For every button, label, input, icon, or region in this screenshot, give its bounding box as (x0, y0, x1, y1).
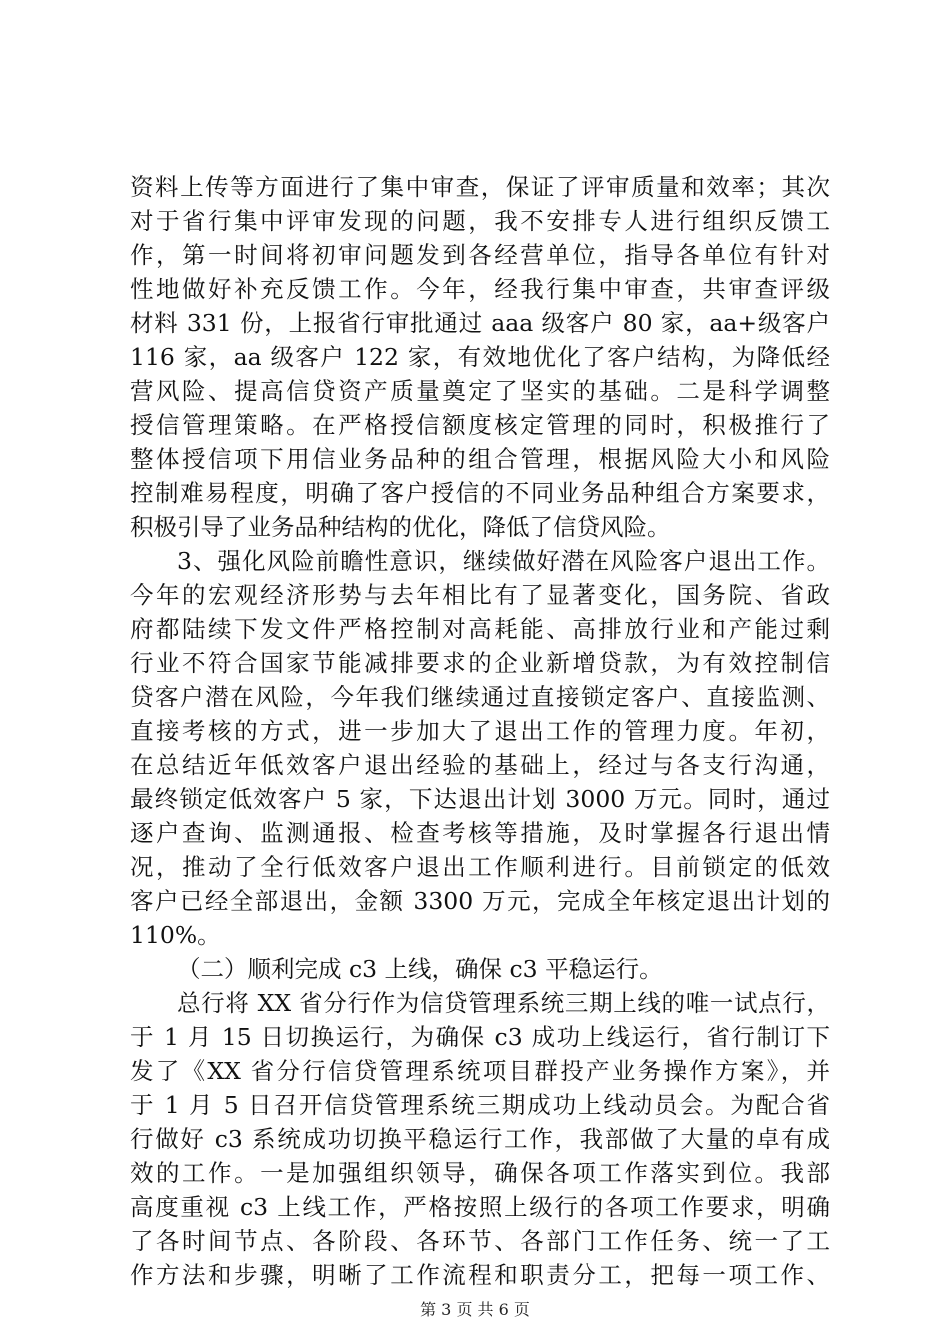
body-line: 积极引导了业务品种结构的优化，降低了信贷风险。 (130, 513, 671, 541)
body-line: 作方法和步骤，明晰了工作流程和职责分工，把每一项工作、 (130, 1261, 830, 1289)
body-line: 在总结近年低效客户退出经验的基础上，经过与各支行沟通， (130, 751, 830, 779)
body-line: 贷客户潜在风险，今年我们继续通过直接锁定客户、直接监测、 (130, 683, 830, 711)
body-line: 最终锁定低效客户 5 家，下达退出计划 3000 万元。同时，通过 (130, 785, 830, 813)
body-line: 材料 331 份，上报省行审批通过 aaa 级客户 80 家，aa+级客户 (130, 309, 830, 337)
body-line: 对于省行集中评审发现的问题，我不安排专人进行组织反馈工 (130, 207, 830, 235)
body-line: 性地做好补充反馈工作。今年，经我行集中审查，共审查评级 (130, 275, 830, 303)
body-line: 行做好 c3 系统成功切换平稳运行工作，我部做了大量的卓有成 (130, 1125, 830, 1153)
body-line: 直接考核的方式，进一步加大了退出工作的管理力度。年初， (130, 717, 830, 745)
body-line: 逐户查询、监测通报、检查考核等措施，及时掌握各行退出情 (130, 819, 830, 847)
body-line: 客户已经全部退出，金额 3300 万元，完成全年核定退出计划的 (130, 887, 830, 915)
section-heading-line: 3、强化风险前瞻性意识，继续做好潜在风险客户退出工作。 (177, 547, 830, 575)
body-line: 今年的宏观经济形势与去年相比有了显著变化，国务院、省政 (130, 581, 830, 609)
body-line: 控制难易程度，明确了客户授信的不同业务品种组合方案要求， (130, 479, 830, 507)
body-line: 于 1 月 5 日召开信贷管理系统三期成功上线动员会。为配合省 (130, 1091, 830, 1119)
body-line: 于 1 月 15 日切换运行，为确保 c3 成功上线运行，省行制订下 (130, 1023, 830, 1051)
body-line: 116 家，aa 级客户 122 家，有效地优化了客户结构，为降低经 (130, 343, 830, 371)
body-line: 作，第一时间将初审问题发到各经营单位，指导各单位有针对 (130, 241, 830, 269)
body-line: 授信管理策略。在严格授信额度核定管理的同时，积极推行了 (130, 411, 830, 439)
page-footer: 第 3 页 共 6 页 (420, 1300, 530, 1319)
body-line: 整体授信项下用信业务品种的组合管理，根据风险大小和风险 (130, 445, 830, 473)
body-line: 总行将 XX 省分行作为信贷管理系统三期上线的唯一试点行， (177, 989, 830, 1017)
body-line: 高度重视 c3 上线工作，严格按照上级行的各项工作要求，明确 (130, 1193, 830, 1221)
section-heading-line: （二）顺利完成 c3 上线，确保 c3 平稳运行。 (177, 955, 663, 983)
body-line: 府都陆续下发文件严格控制对高耗能、高排放行业和产能过剩 (130, 615, 830, 643)
body-line: 行业不符合国家节能减排要求的企业新增贷款，为有效控制信 (130, 649, 830, 677)
body-line: 110%。 (130, 921, 221, 949)
body-line: 效的工作。一是加强组织领导，确保各项工作落实到位。我部 (130, 1159, 830, 1187)
body-line: 发了《XX 省分行信贷管理系统项目群投产业务操作方案》，并 (130, 1057, 830, 1085)
body-line: 了各时间节点、各阶段、各环节、各部门工作任务、统一了工 (130, 1227, 830, 1255)
body-line: 况，推动了全行低效客户退出工作顺利进行。目前锁定的低效 (130, 853, 830, 881)
body-line: 营风险、提高信贷资产质量奠定了坚实的基础。二是科学调整 (130, 377, 830, 405)
body-line: 资料上传等方面进行了集中审查，保证了评审质量和效率；其次 (130, 173, 830, 201)
